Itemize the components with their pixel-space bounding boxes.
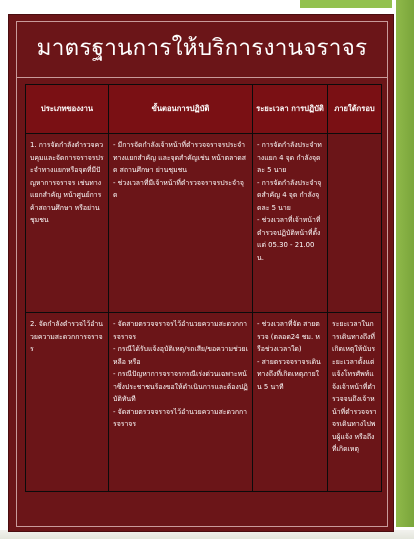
cell-work-type: 2. จัดกำลังตำรวจไว้อำนวยความสะดวกการจราจร (26, 313, 109, 492)
duration-item: - การจัดกำลังประจำทางแยก 4 จุด กำลังจุดละ 5 นาย (257, 141, 322, 174)
cell-framework: ระยะเวลาในการเดินทางถึงที่เกิดเหตุให้นับระยะเวลาตั้งแต่ แจ้งโทรศัพท์แจ้งเจ้าหน้าที่ตำรวจจนถึงเจ้าหน้าที่ตำรวจจราจรเดินทางไปพบผู้แจ้ง หรือถึงที่เกิดเหตุ (328, 313, 382, 492)
table-header-row (26, 85, 382, 134)
procedure-step: - มีการจัดกำลังเจ้าหน้าที่ตำรวจจราจรประจำทางแยกสำคัญ และจุดสำคัญเช่น หน้าตลาดสด สถานศึกษา ย่านชุมชน (113, 141, 246, 174)
duration-item: - ช่วงเวลาที่เจ้าหน้าที่ตำรวจปฏิบัติหน้าที่ตั้งแต่ 05.30 - 21.00 น. (257, 216, 321, 262)
procedure-step: - กรณีปัญหาการจราจรกรณีเร่งด่วนเฉพาะหน้าซึ่งประชาชนร้องขอให้ดำเนินการและต้องปฏิบัติทันที (113, 370, 248, 403)
standards-sheet (8, 14, 394, 532)
table-row (26, 134, 382, 313)
sheet-border (16, 21, 388, 527)
table-row (26, 313, 382, 492)
page-title: มาตรฐานการให้บริการงานจราจร (36, 35, 368, 61)
cell-procedure (109, 313, 253, 492)
duration-item: - ช่วงเวลาที่จัด สายตรวจ (ตลอด24 ชม. หรือช่วงเวลาใด) (257, 320, 320, 353)
header-work-type: ประเภทของงาน (26, 85, 109, 134)
cell-duration (253, 134, 328, 313)
cell-duration (253, 313, 328, 492)
cell-procedure (109, 134, 253, 313)
header-framework: ภายใต้กรอบ (328, 85, 382, 134)
cell-framework (328, 134, 382, 313)
header-duration: ระยะเวลา การปฏิบัติ (253, 85, 328, 134)
service-standards-table (25, 84, 382, 492)
title-divider (17, 77, 387, 78)
cell-work-type: 1. การจัดกำลังตำรวจควบคุมและจัดการจราจรประจำทางแยกหรือจุดที่มีปัญหาการจราจร เช่นทางแยกสำคัญ หน้าศูนย์การค้าสถานศึกษา หรือย่านชุมชน (26, 134, 109, 313)
procedure-step: - ช่วงเวลาที่มีเจ้าหน้าที่ตำรวจจราจรประจำจุด (113, 178, 244, 199)
duration-item: - การจัดกำลังประจำจุดสำคัญ 4 จุด กำลังจุดละ 5 นาย (257, 178, 322, 212)
procedure-step: - จัดสายตรวจจราจรไว้อำนวยความสะดวกการจราจร (113, 407, 248, 428)
header-procedure: ขั้นตอนการปฏิบัติ (109, 85, 253, 134)
green-frame-right (392, 0, 414, 539)
procedure-step: - กรณีได้รับแจ้งอุบัติเหตุ/รถเสีย/ขอความช่วยเหลือ หรือ (113, 345, 248, 366)
duration-item: - สายตรวจจราจรเดินทางถึงที่เกิดเหตุภายใน 5 นาที (257, 357, 321, 391)
procedure-step: - จัดสายตรวจจราจรไว้อำนวยความสะดวกการจราจร (113, 320, 248, 341)
